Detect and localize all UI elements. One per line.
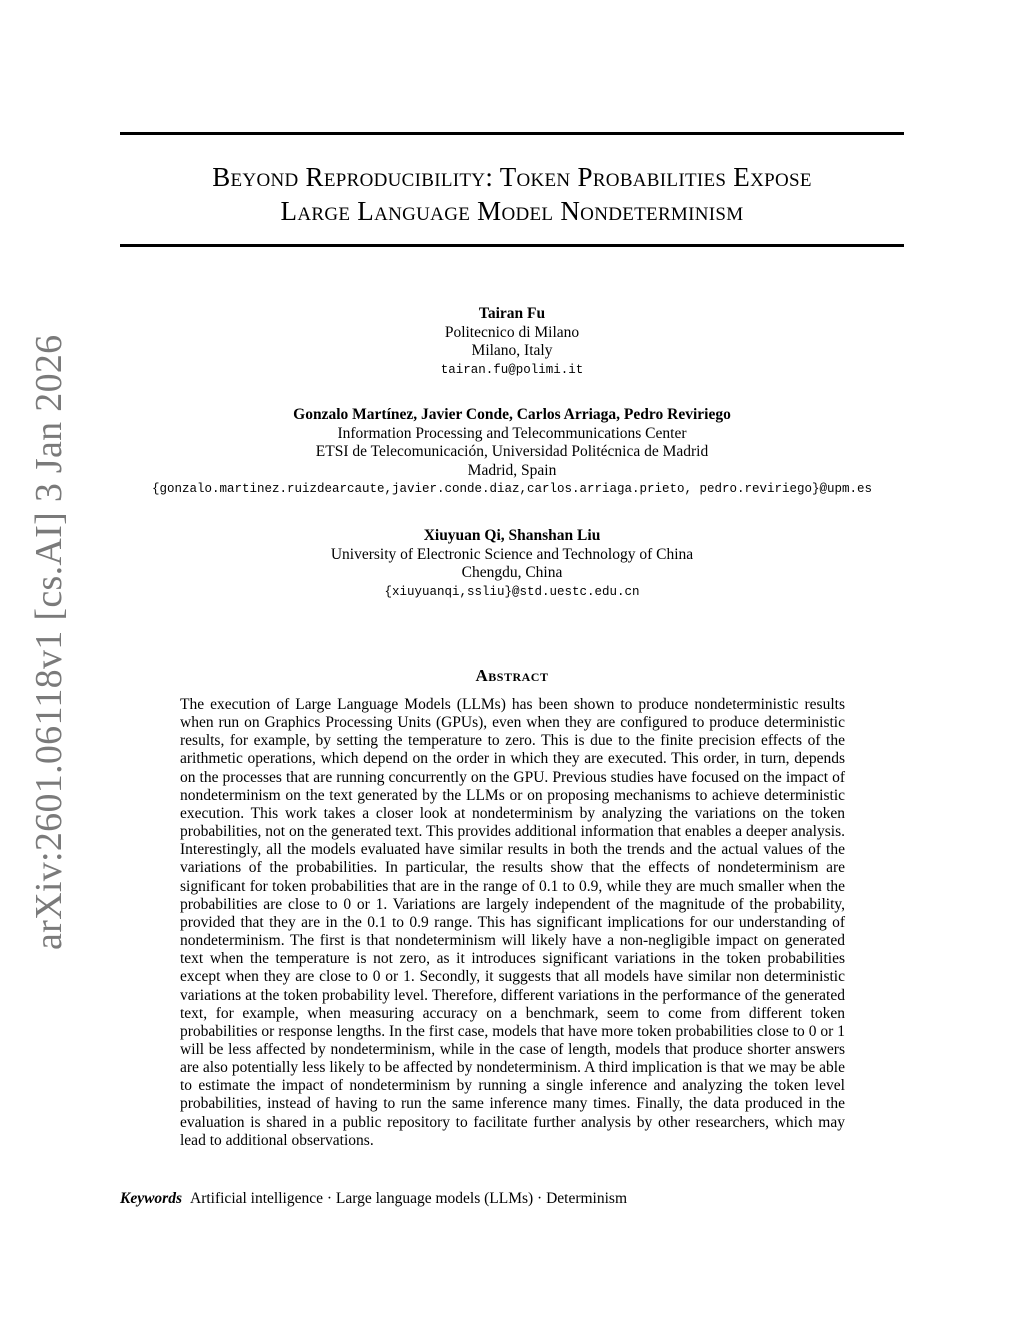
arxiv-identifier-stamp: arXiv:2601.06118v1 [cs.AI] 3 Jan 2026 [28, 334, 70, 950]
author-block-2 [0, 406, 1024, 499]
keywords-label: Keywords [120, 1190, 182, 1207]
affiliation-line: Information Processing and Telecommunications Center [337, 424, 687, 442]
keywords-line [120, 1190, 627, 1208]
author-email: tairan.fu@polimi.it [440, 362, 584, 377]
author-block-3 [0, 527, 1024, 601]
author-names: Xiuyuan Qi, Shanshan Liu [423, 527, 601, 544]
affiliation-line: Politecnico di Milano [444, 323, 580, 341]
affiliation-line: ETSI de Telecomunicación, Universidad Politécnica de Madrid [315, 443, 709, 461]
author-names: Tairan Fu [478, 305, 546, 322]
author-email: {xiuyuanqi,ssliu}@std.uestc.edu.cn [384, 584, 640, 599]
title-top-rule [120, 132, 904, 135]
affiliation-line: Milano, Italy [471, 342, 553, 360]
title-bottom-rule [120, 244, 904, 247]
title-line-2: Large Language Model Nondeterminism [280, 196, 744, 226]
affiliation-line: Madrid, Spain [467, 461, 557, 479]
author-email: {gonzalo.martinez.ruizdearcaute,javier.conde.diaz,carlos.arriaga.prieto, pedro.reviriego}@upm.es [151, 482, 873, 497]
author-block-1 [0, 305, 1024, 379]
paper-title [120, 160, 904, 228]
abstract-text: The execution of Large Language Models (LLMs) has been shown to produce nondeterministic results when run on Graphics Processing Units (GPUs), even when they are configured to produce deterministic results, for example, by setting the temperature to zero. This is due to the finite precision effects of the arithmetic operations, which depend on the order in which they are executed. This order, in turn, depends on the processes that are running concurrently on the GPU. Previous studies have focused on the impact of nondeterminism on the text generated by the LLMs or on proposing mechanisms to achieve deterministic execution. This work takes a closer look at nondeterminism by analyzing the variations on the token probabilities, not on the generated text. This provides additional information that enables a deeper analysis. Interestingly, all the models evaluated have similar results in both the trends and the actual values of the variations of the probabilities. In particular, the results show that the effects of nondeterminism are significant for token probabilities that are in the range of 0.1 to 0.9, while they are much smaller when the probabilities are close to 0 or 1. Variations are largely independent of the magnitude of the probability, provided that they are in the 0.1 to 0.9 range. This has significant implications for our understanding of nondeterminism. The first is that nondeterminism will likely have a non-negligible impact on generated text when the temperature is not zero, as it introduces significant variations in the token probabilities except when they are close to 0 or 1. Secondly, it suggests that all models have similar non deterministic variations at the token probability level. Therefore, different variations in the performance of the generated text, for example, when measuring accuracy on a benchmark, seem to come from different token probabilities or response lengths. In the first case, models that have more token probabilities close to 0 or 1 will be less affected by nondeterminism, while in the case of length, models that produce shorter answers are also potentially less likely to be affected by nondeterminism. A third implication is that we may be able to estimate the impact of nondeterminism by running a single inference and analyzing the token level probabilities, instead of having to run the same inference many times. Finally, the data produced in the evaluation is shared in a public repository to facilitate further analysis by other researchers, which may lead to additional observations. [180, 696, 845, 1149]
affiliation-line: Chengdu, China [461, 564, 563, 582]
title-line-1: Beyond Reproducibility: Token Probabilities Expose [212, 162, 812, 192]
abstract-heading: Abstract [475, 666, 549, 685]
keywords-text: Artificial intelligence · Large language models (LLMs) · Determinism [190, 1190, 628, 1207]
author-names: Gonzalo Martínez, Javier Conde, Carlos Arriaga, Pedro Reviriego [293, 406, 731, 423]
affiliation-line: University of Electronic Science and Technology of China [330, 545, 694, 563]
